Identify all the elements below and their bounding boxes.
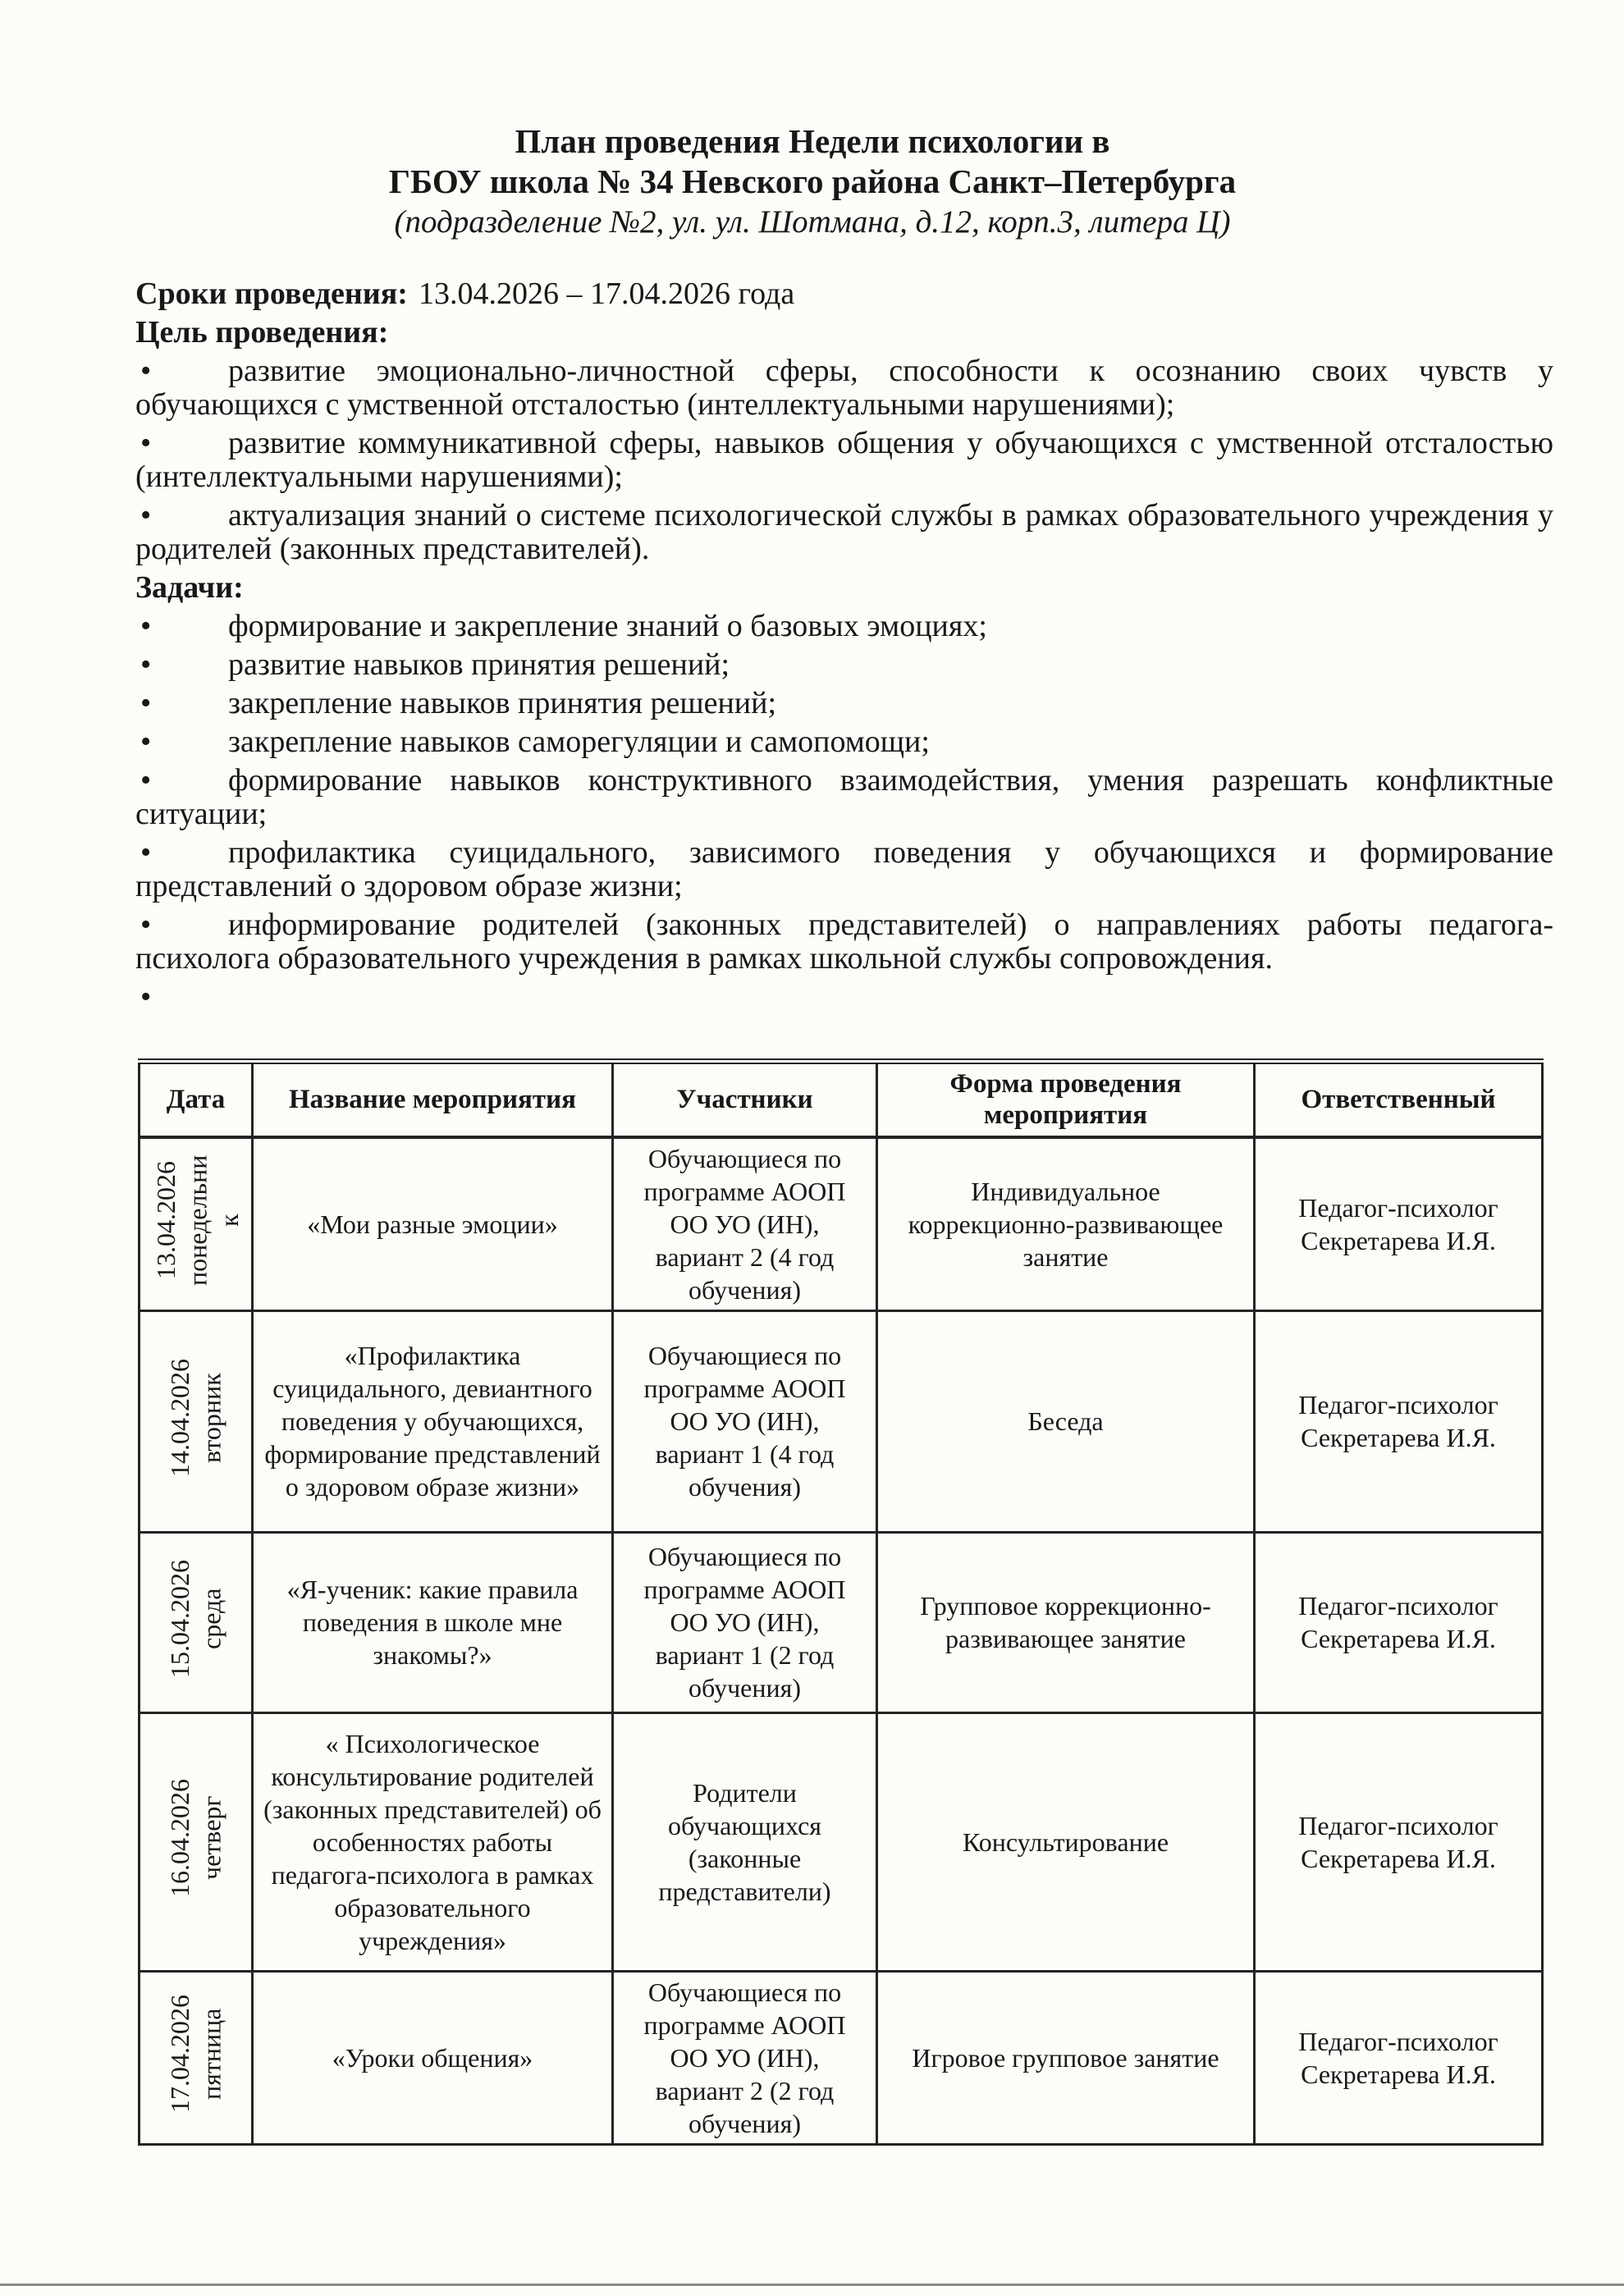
bullet-icon: • xyxy=(140,835,152,870)
responsible-cell: Педагог-психолог Секретарева И.Я. xyxy=(1255,1137,1543,1311)
responsible-cell: Педагог-психолог Секретарева И.Я. xyxy=(1255,1971,1543,2144)
table-header-row xyxy=(140,1062,1543,1137)
header-cell-participants: Участники xyxy=(613,1062,877,1137)
task-item-2 xyxy=(135,648,1553,682)
bullet-icon: • xyxy=(140,426,152,460)
header-cell-date: Дата xyxy=(140,1062,253,1137)
title-line-1: План проведения Недели психологии в xyxy=(515,122,1110,160)
responsible-cell: Педагог-психолог Секретарева И.Я. xyxy=(1255,1532,1543,1712)
form-cell: Групповое коррекционно-развивающее занятие xyxy=(877,1532,1255,1712)
event-name-cell: « Психологическое консультирование родителей (законных представителей) об особенностях работы педагога-психолога в рамках образовательного учреждения» xyxy=(253,1712,613,1971)
task-item-4 xyxy=(135,725,1553,759)
header-cell-responsible: Ответственный xyxy=(1255,1062,1543,1137)
bullet-icon: • xyxy=(140,763,152,798)
tasks-heading: Задачи: xyxy=(135,570,244,605)
task-item-text: информирование родителей (законных представителей) о направлениях работы педагога-психолога образовательного учреждения в рамках школьной службы сопровождения. xyxy=(135,907,1553,976)
title-line-2: ГБОУ школа № 34 Невского района Санкт–Петербурга xyxy=(388,162,1237,200)
date-cell xyxy=(140,1137,253,1311)
vertical-date-text: 16.04.2026 четверг xyxy=(165,1779,226,1897)
participants-cell: Обучающиеся по программе АООП ОО УО (ИН), вариант 1 (2 год обучения) xyxy=(613,1532,877,1712)
task-item-6 xyxy=(135,836,1553,903)
date-cell xyxy=(140,1712,253,1971)
task-item-text: формирование навыков конструктивного взаимодействия, умения разрешать конфликтные ситуации; xyxy=(135,763,1553,831)
responsible-cell: Педагог-психолог Секретарева И.Я. xyxy=(1255,1712,1543,1971)
purpose-heading: Цель проведения: xyxy=(135,315,389,350)
scanner-edge-line xyxy=(0,2284,1624,2286)
bullet-icon: • xyxy=(140,647,152,682)
period-line xyxy=(135,277,1553,311)
task-item-text: закрепление навыков принятия решений; xyxy=(228,686,777,720)
date-cell xyxy=(140,1532,253,1712)
event-name-cell: «Мои разные эмоции» xyxy=(253,1137,613,1311)
vertical-date-text: 15.04.2026 среда xyxy=(165,1559,226,1678)
participants-cell: Обучающиеся по программе АООП ОО УО (ИН), вариант 2 (2 год обучения) xyxy=(613,1971,877,2144)
task-item-text: закрепление навыков саморегуляции и самопомощи; xyxy=(228,725,930,759)
table-row xyxy=(140,1712,1543,1971)
purpose-item-2 xyxy=(135,427,1553,494)
purpose-item-text: развитие коммуникативной сферы, навыков общения у обучающихся с умственной отсталостью (интеллектуальными нарушениями); xyxy=(135,426,1553,494)
purpose-item-3 xyxy=(135,499,1553,566)
participants-cell: Обучающиеся по программе АООП ОО УО (ИН), вариант 2 (4 год обучения) xyxy=(613,1137,877,1311)
participants-cell: Родители обучающихся (законные представители) xyxy=(613,1712,877,1971)
task-item-text: профилактика суицидального, зависимого поведения у обучающихся и формирование представлений о здоровом образе жизни; xyxy=(135,835,1553,903)
table-row xyxy=(140,1532,1543,1712)
bullet-icon: • xyxy=(140,609,152,643)
document-title xyxy=(82,121,1543,242)
task-item-3 xyxy=(135,687,1553,720)
purpose-item-text: развитие эмоционально-личностной сферы, способности к осознанию своих чувств у обучающихся с умственной отсталостью (интеллектуальными нарушениями); xyxy=(135,354,1553,422)
responsible-cell: Педагог-психолог Секретарева И.Я. xyxy=(1255,1310,1543,1532)
document-body xyxy=(135,277,1553,1019)
task-item-5 xyxy=(135,764,1553,831)
participants-cell: Обучающиеся по программе АООП ОО УО (ИН), вариант 1 (4 год обучения) xyxy=(613,1310,877,1532)
empty-bullet-line xyxy=(135,981,1553,1014)
event-name-cell: «Я-ученик: какие правила поведения в школе мне знакомы?» xyxy=(253,1532,613,1712)
form-cell: Консультирование xyxy=(877,1712,1255,1971)
table-row xyxy=(140,1137,1543,1311)
table-row xyxy=(140,1310,1543,1532)
vertical-date-text: 14.04.2026 вторник xyxy=(165,1358,226,1477)
table-row xyxy=(140,1971,1543,2144)
title-line-3: (подразделение №2, ул. ул. Шотмана, д.12, корп.3, литера Ц) xyxy=(394,204,1231,240)
schedule-table-container xyxy=(138,1058,1544,2146)
date-cell xyxy=(140,1310,253,1532)
bullet-icon: • xyxy=(140,498,152,533)
schedule-table xyxy=(138,1058,1544,2146)
vertical-date-text: 17.04.2026 пятница xyxy=(165,1995,226,2113)
event-name-cell: «Уроки общения» xyxy=(253,1971,613,2144)
bullet-icon: • xyxy=(140,907,152,942)
purpose-item-1 xyxy=(135,354,1553,422)
bullet-icon: • xyxy=(140,354,152,388)
header-cell-name: Название мероприятия xyxy=(253,1062,613,1137)
task-item-7 xyxy=(135,908,1553,976)
bullet-icon: • xyxy=(140,980,152,1014)
task-item-text: формирование и закрепление знаний о базовых эмоциях; xyxy=(228,609,987,643)
period-value: 13.04.2026 – 17.04.2026 года xyxy=(418,277,795,311)
period-label: Сроки проведения: xyxy=(135,277,408,311)
task-item-1 xyxy=(135,610,1553,643)
bullet-icon: • xyxy=(140,725,152,759)
date-cell xyxy=(140,1971,253,2144)
form-cell: Игровое групповое занятие xyxy=(877,1971,1255,2144)
task-item-text: развитие навыков принятия решений; xyxy=(228,647,730,682)
vertical-date-text: 13.04.2026 понедельник xyxy=(151,1154,244,1286)
header-cell-form: Форма проведения мероприятия xyxy=(877,1062,1255,1137)
form-cell: Индивидуальное коррекционно-развивающее занятие xyxy=(877,1137,1255,1311)
bullet-icon: • xyxy=(140,686,152,720)
purpose-item-text: актуализация знаний о системе психологической службы в рамках образовательного учреждения у родителей (законных представителей). xyxy=(135,498,1553,566)
event-name-cell: «Профилактика суицидального, девиантного поведения у обучающихся, формирование представлений о здоровом образе жизни» xyxy=(253,1310,613,1532)
form-cell: Беседа xyxy=(877,1310,1255,1532)
